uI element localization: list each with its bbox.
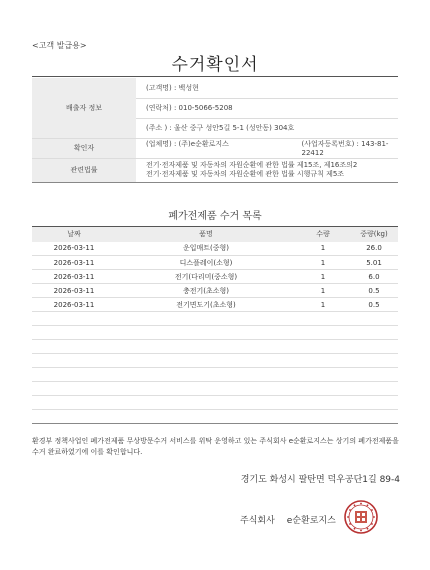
company-name: (업체명) : (주)e순환로지스 bbox=[146, 140, 229, 148]
table-cell-item: 운입매트(중형) bbox=[116, 242, 296, 256]
table-row bbox=[32, 312, 398, 326]
notice-line-2: 수거 완료하였기에 이를 확인합니다. bbox=[32, 448, 143, 456]
col-header-qty: 수량 bbox=[296, 227, 350, 242]
table-cell-item: 전기면도기(초소형) bbox=[116, 298, 296, 312]
table-cell-weight bbox=[350, 312, 398, 326]
table-cell-qty bbox=[296, 410, 350, 424]
table-cell-weight bbox=[350, 326, 398, 340]
table-cell-weight: 26.0 bbox=[350, 242, 398, 256]
table-cell-weight: 6.0 bbox=[350, 270, 398, 284]
table-cell-item bbox=[116, 396, 296, 410]
notice-text bbox=[32, 436, 402, 458]
confirmer-label: 확인자 bbox=[32, 138, 136, 158]
col-header-date: 날짜 bbox=[32, 227, 116, 242]
table-row bbox=[32, 326, 398, 340]
table-cell-qty: 1 bbox=[296, 298, 350, 312]
table-cell-weight bbox=[350, 354, 398, 368]
notice-line-1: 환경부 정책사업인 폐가전제품 무상방문수거 서비스를 위탁 운영하고 있는 주식회사 e순환로지스는 상기의 폐가전제품을 bbox=[32, 437, 399, 445]
table-cell-item bbox=[116, 312, 296, 326]
customer-address: (주소 ) : 울산 중구 성안5길 5-1 (성안동) 304호 bbox=[136, 118, 398, 138]
table-cell-item: 충전기(초소형) bbox=[116, 284, 296, 298]
table-cell-date: 2026-03-11 bbox=[32, 284, 116, 298]
info-table bbox=[32, 78, 398, 183]
table-cell-date: 2026-03-11 bbox=[32, 242, 116, 256]
table-cell-qty bbox=[296, 382, 350, 396]
items-title: 폐가전제품 수거 목록 bbox=[168, 211, 262, 222]
table-cell-date bbox=[32, 382, 116, 396]
company-signature bbox=[240, 513, 336, 526]
emitter-label: 배출자 정보 bbox=[32, 78, 136, 138]
table-cell-item bbox=[116, 368, 296, 382]
table-cell-weight: 0.5 bbox=[350, 284, 398, 298]
table-cell-weight bbox=[350, 382, 398, 396]
table-row bbox=[32, 256, 398, 270]
table-row bbox=[32, 270, 398, 284]
table-cell-qty bbox=[296, 326, 350, 340]
table-cell-date: 2026-03-11 bbox=[32, 298, 116, 312]
table-cell-qty: 1 bbox=[296, 242, 350, 256]
items-table bbox=[32, 226, 398, 424]
table-cell-date bbox=[32, 396, 116, 410]
table-cell-qty: 1 bbox=[296, 284, 350, 298]
table-row bbox=[32, 284, 398, 298]
table-cell-qty bbox=[296, 368, 350, 382]
table-cell-weight bbox=[350, 410, 398, 424]
table-cell-date bbox=[32, 340, 116, 354]
table-cell-date bbox=[32, 354, 116, 368]
table-cell-item: 디스플레이(소형) bbox=[116, 256, 296, 270]
company-address: 경기도 화성시 팔탄면 덕우공단1길 89-4 bbox=[240, 475, 400, 485]
law-line-2: 전기·전자제품 및 자동차의 자원순환에 관한 법률 시행규칙 제5조 bbox=[146, 170, 345, 178]
biz-number: (사업자등록번호) : 143-81-22412 bbox=[301, 140, 389, 157]
law-line-1: 전기·전자제품 및 자동차의 자원순환에 관한 법률 제15조, 제16조의2 bbox=[146, 161, 358, 169]
col-header-item: 품명 bbox=[116, 227, 296, 242]
table-cell-item bbox=[116, 410, 296, 424]
table-cell-qty bbox=[296, 312, 350, 326]
table-row bbox=[32, 354, 398, 368]
table-row bbox=[32, 410, 398, 424]
table-cell-date bbox=[32, 410, 116, 424]
law-label: 관련법률 bbox=[32, 158, 136, 182]
table-row bbox=[32, 396, 398, 410]
col-header-weight: 중량(kg) bbox=[350, 227, 398, 242]
page-title: 수거확인서 bbox=[171, 55, 259, 75]
table-cell-item: 전기(다리미(중소형) bbox=[116, 270, 296, 284]
table-cell-qty: 1 bbox=[296, 270, 350, 284]
table-cell-item bbox=[116, 340, 296, 354]
company-prefix: 주식회사 bbox=[240, 516, 275, 526]
table-row bbox=[32, 242, 398, 256]
company-seal-icon bbox=[344, 500, 378, 534]
copy-label: <고객 발급용> bbox=[32, 41, 87, 50]
table-cell-weight: 5.01 bbox=[350, 256, 398, 270]
table-cell-date bbox=[32, 326, 116, 340]
table-cell-weight bbox=[350, 340, 398, 354]
table-cell-item bbox=[116, 326, 296, 340]
table-cell-weight bbox=[350, 396, 398, 410]
table-row bbox=[32, 368, 398, 382]
table-cell-weight: 0.5 bbox=[350, 298, 398, 312]
table-cell-date bbox=[32, 312, 116, 326]
table-cell-qty bbox=[296, 354, 350, 368]
table-row bbox=[32, 382, 398, 396]
table-row bbox=[32, 340, 398, 354]
customer-name: (고객명) : 백성현 bbox=[136, 78, 398, 98]
table-cell-date: 2026-03-11 bbox=[32, 270, 116, 284]
table-cell-item bbox=[116, 382, 296, 396]
customer-contact: (연락처) : 010-5066-5208 bbox=[136, 98, 398, 118]
table-cell-item bbox=[116, 354, 296, 368]
table-cell-date bbox=[32, 368, 116, 382]
company-signature-name: e순환로지스 bbox=[286, 516, 336, 526]
title-rule bbox=[32, 76, 398, 77]
table-cell-qty: 1 bbox=[296, 256, 350, 270]
table-cell-qty bbox=[296, 396, 350, 410]
table-cell-qty bbox=[296, 340, 350, 354]
table-cell-date: 2026-03-11 bbox=[32, 256, 116, 270]
table-row bbox=[32, 298, 398, 312]
table-cell-weight bbox=[350, 368, 398, 382]
